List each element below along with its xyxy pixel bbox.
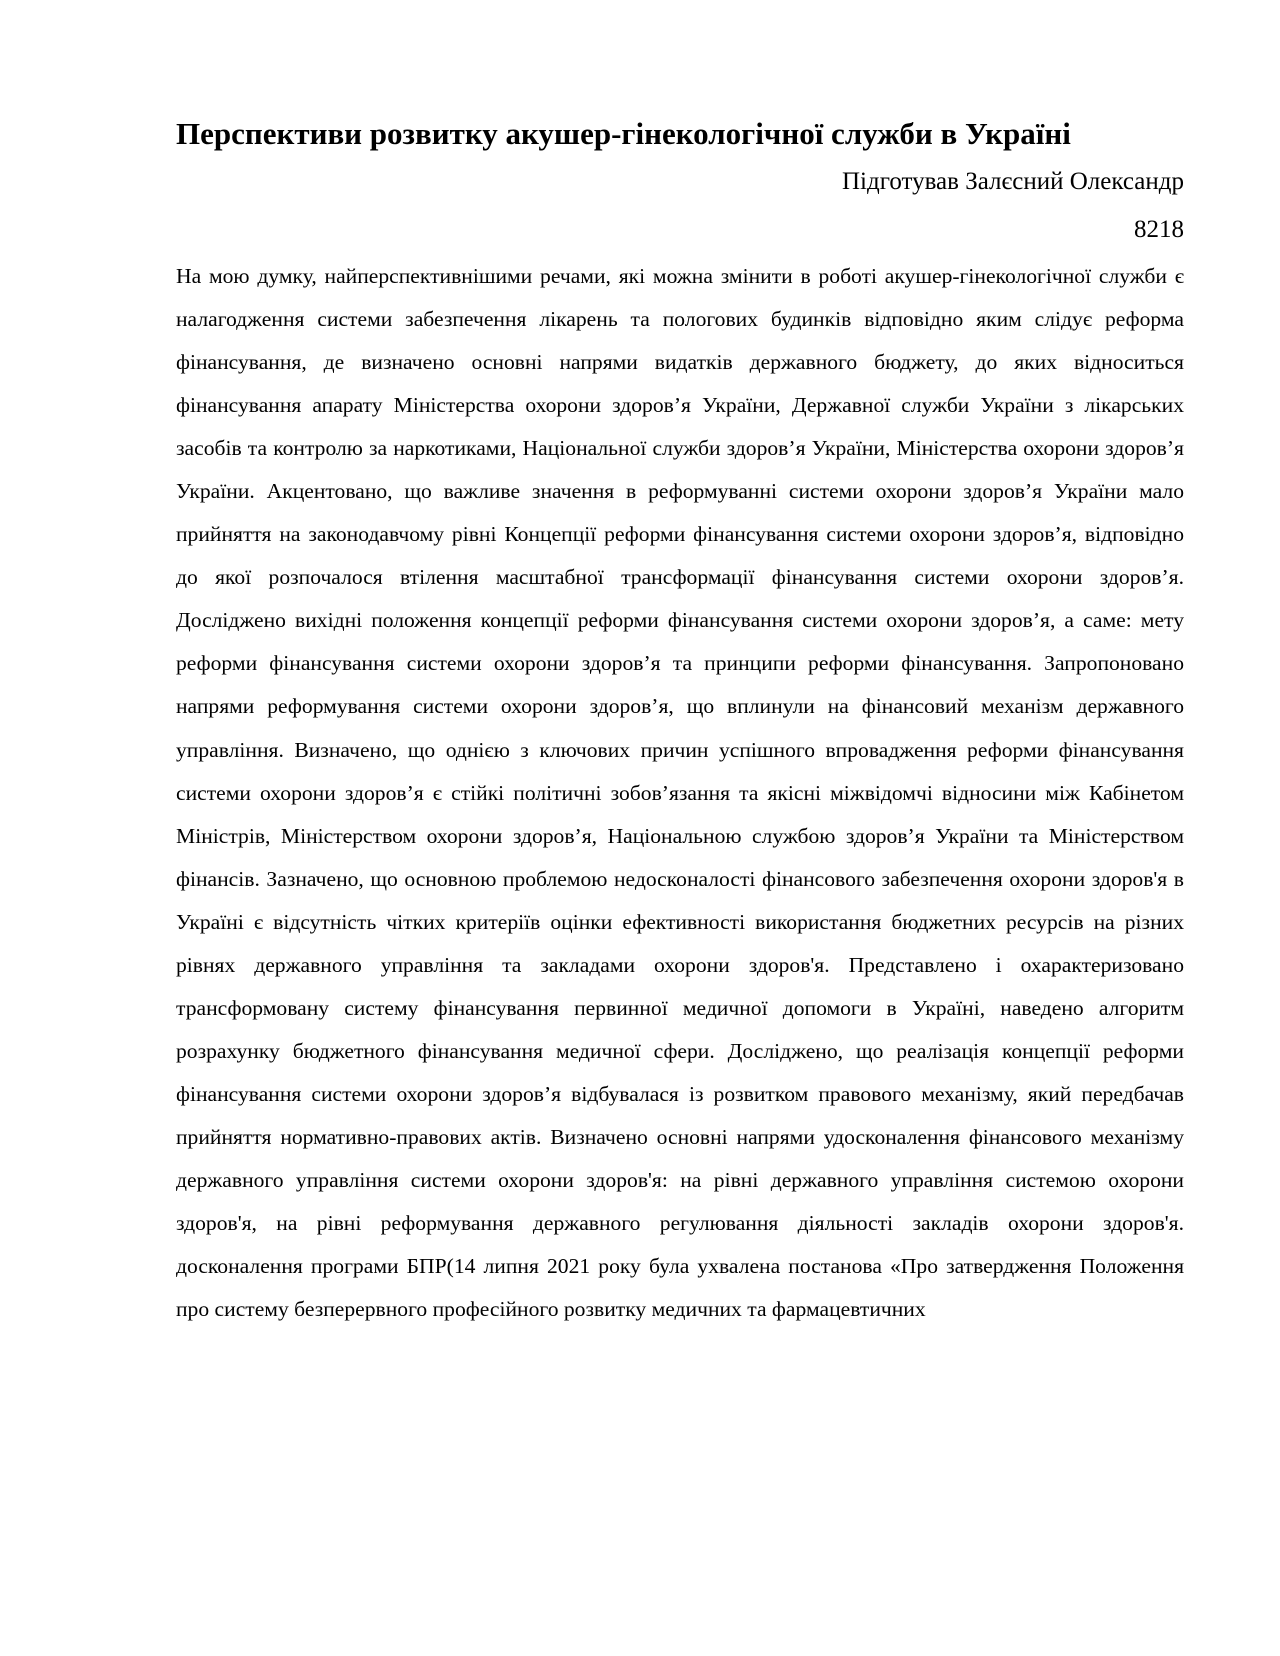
body-paragraph: На мою думку, найперспективнішими речами, які можна змінити в роботі акушер-гінекологічної служби є налагодження системи забезпечення лікарень та пологових будинків відповідно яким слідує реформа фінансування, де визначено основні напрями видатків державного бюджету, до яких відноситься фінансування апарату Міністерства охорони здоров’я України, Державної служби України з лікарських засобів та контролю за наркотиками, Національної служби здоров’я України, Міністерства охорони здоров’я України. Акцентовано, що важливе значення в реформуванні системи охорони здоров’я України мало прийняття на законодавчому рівні Концепції реформи фінансування системи охорони здоров’я, відповідно до якої розпочалося втілення масштабної трансформації фінансування системи охорони здоров’я. Досліджено вихідні положення концепції реформи фінансування системи охорони здоров’я, а саме: мету реформи фінансування системи охорони здоров’я та принципи реформи фінансування. Запропоновано напрями реформування системи охорони здоров’я, що вплинули на фінансовий механізм державного управління. Визначено, що однією з ключових причин успішного впровадження реформи фінансування системи охорони здоров’я є стійкі політичні зобов’язання та якісні міжвідомчі відносини між Кабінетом Міністрів, Міністерством охорони здоров’я, Національною службою здоров’я України та Міністерством фінансів. Зазначено, що основною проблемою недосконалості фінансового забезпечення охорони здоров'я в Україні є відсутність чітких критеріїв оцінки ефективності використання бюджетних ресурсів на різних рівнях державного управління та закладами охорони здоров'я. Представлено і охарактеризовано трансформовану систему фінансування первинної медичної допомоги в Україні, наведено алгоритм розрахунку бюджетного фінансування медичної сфери. Досліджено, що реалізація концепції реформи фінансування системи охорони здоров’я відбувалася із розвитком правового механізму, який передбачав прийняття нормативно-правових актів. Визначено основні напрями удосконалення фінансового механізму державного управління системи охорони здоров'я: на рівні державного управління системою охорони здоров'я, на рівні реформування державного регулювання діяльності закладів охорони здоров'я. досконалення програми БПР(14 липня 2021 року була ухвалена постанова «Про затвердження Положення про систему безперервного професійного розвитку медичних та фармацевтичних — [176, 264, 1184, 1322]
document-page — [176, 110, 1184, 1331]
document-title: Перспективи розвитку акушер-гінекологічної служби в Україні — [176, 116, 1071, 151]
author-line: Підготував Залєсний Олександр — [841, 168, 1184, 195]
group-number: 8218 — [1134, 216, 1184, 243]
